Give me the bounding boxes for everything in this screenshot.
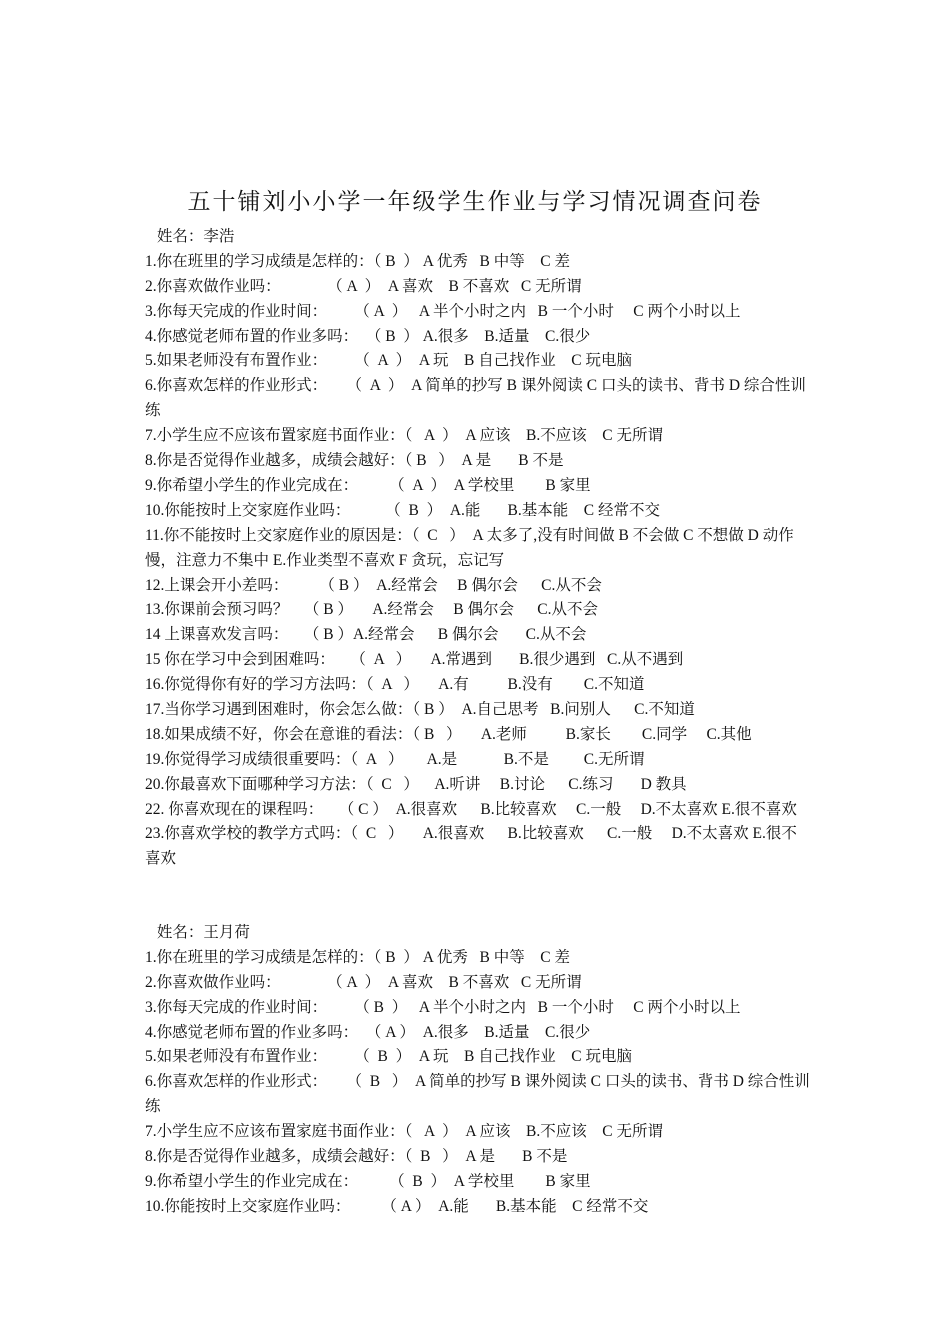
question-item: 23.你喜欢学校的教学方式吗：（ C ） A.很喜欢 B.比较喜欢 C.一般 D.不太喜欢 E.很不喜欢 xyxy=(145,825,797,868)
question-item: 8.你是否觉得作业越多，成绩会越好：（ B ） A 是 B 不是 xyxy=(145,1148,568,1166)
question-item: 8.你是否觉得作业越多，成绩会越好：（ B ） A 是 B 不是 xyxy=(145,452,564,470)
question-item: 9.你希望小学生的作业完成在： （ B ） A 学校里 B 家里 xyxy=(145,1172,591,1190)
question-item: 14 上课喜欢发言吗： （ B ）A.经常会 B 偶尔会 C.从不会 xyxy=(145,626,587,644)
question-item: 22. 你喜欢现在的课程吗： （ C ） A.很喜欢 B.比较喜欢 C.一般 D.不太喜欢 E.很不喜欢 xyxy=(145,800,797,818)
question-item: 13.你课前会预习吗？ （ B ） A.经常会 B 偶尔会 C.从不会 xyxy=(145,601,598,619)
question-item: 19.你觉得学习成绩很重要吗：（ A ） A.是 B.不是 C.无所谓 xyxy=(145,750,645,768)
question-item: 7.小学生应不应该布置家庭书面作业：（ A ） A 应该 B.不应该 C 无所谓 xyxy=(145,427,663,445)
question-item: 16.你觉得你有好的学习方法吗：（ A ） A.有 B.没有 C.不知道 xyxy=(145,676,645,694)
question-item: 12.上课会开小差吗： （ B ） A.经常会 B 偶尔会 C.从不会 xyxy=(145,576,602,594)
question-item: 4.你感觉老师布置的作业多吗： （ B ） A.很多 B.适量 C.很少 xyxy=(145,327,591,345)
student-name: 姓名：王月荷 xyxy=(153,924,250,941)
question-item: 9.你希望小学生的作业完成在： （ A ） A 学校里 B 家里 xyxy=(145,476,591,494)
question-item: 6.你喜欢怎样的作业形式： （ B ） A 简单的抄写 B 课外阅读 C 口头的读书、背书 D 综合性训练 xyxy=(145,1073,810,1116)
survey-section-wang-yuehe xyxy=(145,921,810,1220)
question-item: 4.你感觉老师布置的作业多吗： （ A ） A.很多 B.适量 C.很少 xyxy=(145,1023,591,1041)
survey-section-li-hao xyxy=(145,225,810,872)
question-item: 3.你每天完成的作业时间： （ B ） A 半个小时之内 B 一个小时 C 两个小时以上 xyxy=(145,998,741,1016)
question-item: 1.你在班里的学习成绩是怎样的：（ B ） A 优秀 B 中等 C 差 xyxy=(145,252,570,270)
question-item: 5.如果老师没有布置作业： （ A ） A 玩 B 自己找作业 C 玩电脑 xyxy=(145,352,632,370)
document-title: 五十铺刘小小学一年级学生作业与学习情况调查问卷 xyxy=(187,189,763,215)
question-item: 2.你喜欢做作业吗： （ A ） A 喜欢 B 不喜欢 C 无所谓 xyxy=(145,277,582,295)
question-item: 3.你每天完成的作业时间： （ A ） A 半个小时之内 B 一个小时 C 两个小时以上 xyxy=(145,302,741,320)
question-item: 20.你最喜欢下面哪种学习方法：（ C ） A.听讲 B.讨论 C.练习 D 教具 xyxy=(145,775,687,793)
question-item: 11.你不能按时上交家庭作业的原因是：（ C ） A 太多了,没有时间做 B 不会做 C 不想做 D 动作慢，注意力不集中 E.作业类型不喜欢 F 贪玩，忘记写 xyxy=(145,526,794,569)
question-item: 6.你喜欢怎样的作业形式： （ A ） A 简单的抄写 B 课外阅读 C 口头的读书、背书 D 综合性训练 xyxy=(145,377,806,420)
question-item: 15 你在学习中会到困难吗： （ A ） A.常遇到 B.很少遇到 C.从不遇到 xyxy=(145,651,684,669)
question-item: 5.如果老师没有布置作业： （ B ） A 玩 B 自己找作业 C 玩电脑 xyxy=(145,1048,632,1066)
question-item: 17.当你学习遇到困难时，你会怎么做：（ B ） A.自己思考 B.问别人 C.不知道 xyxy=(145,700,695,718)
question-item: 1.你在班里的学习成绩是怎样的：（ B ） A 优秀 B 中等 C 差 xyxy=(145,948,570,966)
question-item: 10.你能按时上交家庭作业吗： （ B ） A.能 B.基本能 C 经常不交 xyxy=(145,501,660,519)
question-item: 2.你喜欢做作业吗： （ A ） A 喜欢 B 不喜欢 C 无所谓 xyxy=(145,973,582,991)
student-name: 姓名：李浩 xyxy=(153,228,235,245)
question-item: 18.如果成绩不好，你会在意谁的看法：（ B ） A.老师 B.家长 C.同学 C.其他 xyxy=(145,725,752,743)
question-item: 10.你能按时上交家庭作业吗： （ A ） A.能 B.基本能 C 经常不交 xyxy=(145,1197,649,1215)
question-item: 7.小学生应不应该布置家庭书面作业：（ A ） A 应该 B.不应该 C 无所谓 xyxy=(145,1123,663,1141)
